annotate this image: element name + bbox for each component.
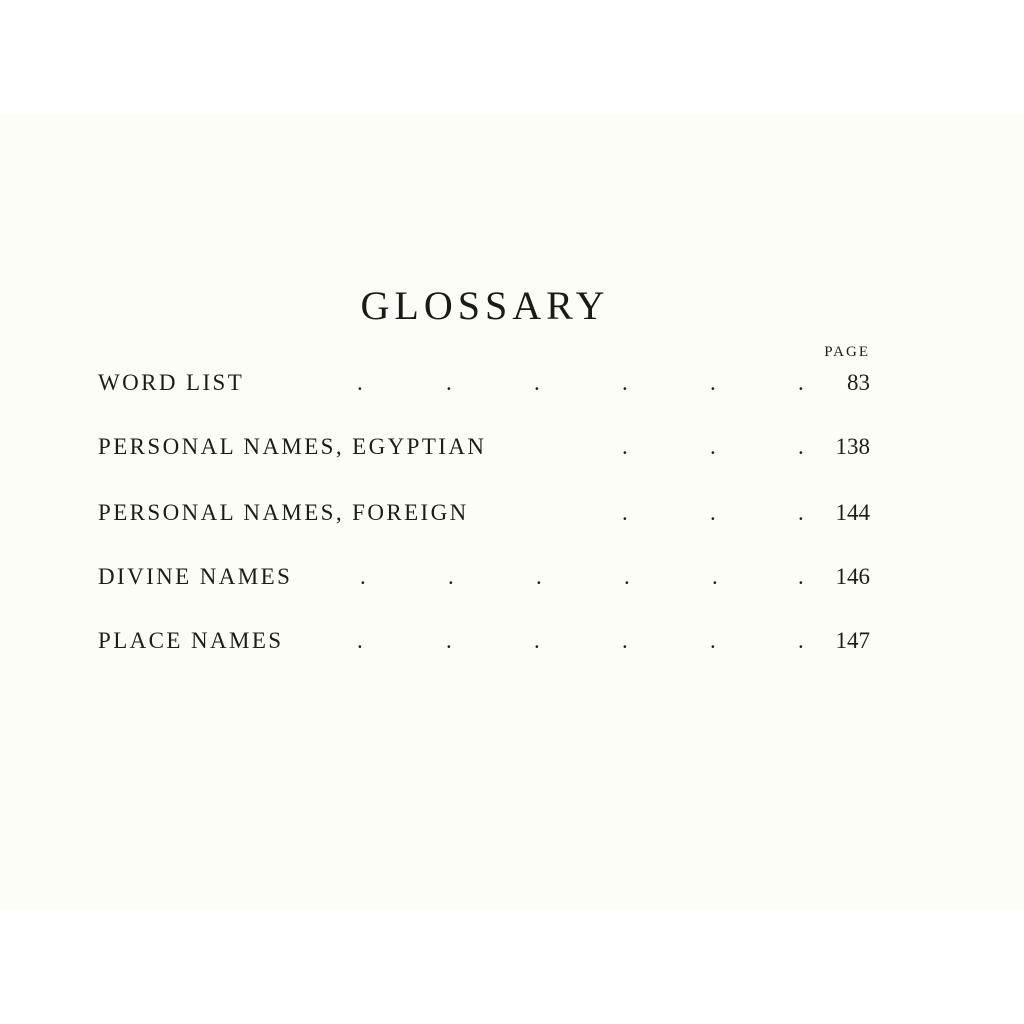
toc-entry-divine-names [0,561,1024,593]
toc-entry-label: WORD LIST [98,370,245,395]
dot-leader: . [534,628,540,653]
dot-leader: . [534,370,540,395]
dot-leader: . [798,370,804,395]
dot-leader: . [446,628,452,653]
dot-leader: . [798,564,804,589]
dot-leader: . [710,500,716,525]
dot-leader: . [357,628,363,653]
dot-leader: . [622,628,628,653]
toc-entry-label: PLACE NAMES [98,628,284,653]
dot-leader: . [446,370,452,395]
page-column-header: PAGE [824,344,870,360]
toc-entry-page-number: 146 [835,564,870,589]
toc-entry-page-number: 144 [835,500,870,525]
dot-leader: . [798,434,804,459]
dot-leader: . [536,564,542,589]
toc-entry-word-list [0,367,1024,399]
page-title: GLOSSARY [360,283,610,328]
dot-leader: . [622,370,628,395]
toc-entry-label: PERSONAL NAMES, EGYPTIAN [98,434,487,459]
dot-leader: . [360,564,366,589]
dot-leader: . [622,500,628,525]
toc-entry-page-number: 83 [847,370,870,395]
toc-entry-label: PERSONAL NAMES, FOREIGN [98,500,469,525]
toc-entry-personal-names-foreign [0,497,1024,529]
dot-leader: . [710,370,716,395]
dot-leader: . [712,564,718,589]
toc-entry-place-names [0,625,1024,657]
dot-leader: . [624,564,630,589]
dot-leader: . [448,564,454,589]
dot-leader: . [622,434,628,459]
dot-leader: . [710,434,716,459]
dot-leader: . [798,500,804,525]
toc-entry-label: DIVINE NAMES [98,564,293,589]
toc-entry-page-number: 138 [835,434,870,459]
toc-entry-page-number: 147 [835,628,870,653]
dot-leader: . [710,628,716,653]
toc-entry-personal-names-egyptian [0,431,1024,463]
dot-leader: . [357,370,363,395]
dot-leader: . [798,628,804,653]
